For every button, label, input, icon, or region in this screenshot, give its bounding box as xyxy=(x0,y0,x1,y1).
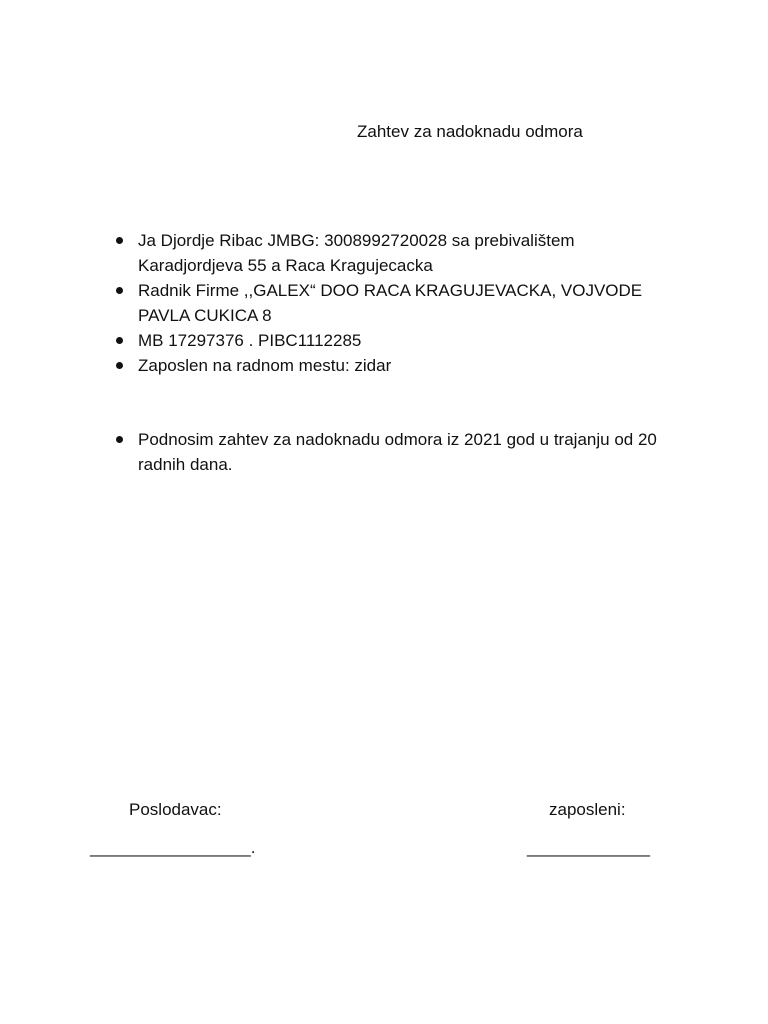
bullet-icon xyxy=(116,436,123,443)
employee-signature-label: zaposleni: xyxy=(549,800,626,819)
bullet-icon xyxy=(116,337,123,344)
request-list xyxy=(112,427,672,477)
bullet-icon xyxy=(116,287,123,294)
employer-signature-label: Poslodavac: xyxy=(129,800,222,819)
list-item-text: MB 17297376 . PIBC1112285 xyxy=(138,331,362,350)
list-item-text: Zaposlen na radnom mestu: zidar xyxy=(138,356,392,375)
list-item-text: Radnik Firme ,,GALEX“ DOO RACA KRAGUJEVACKA, VOJVODE PAVLA CUKICA 8 xyxy=(138,281,643,325)
list-item xyxy=(112,278,672,328)
document-title: Zahtev za nadoknadu odmora xyxy=(357,122,583,141)
employer-signature-line: _________________. xyxy=(90,838,256,857)
list-item xyxy=(112,427,672,477)
bullet-icon xyxy=(116,237,123,244)
bullet-icon xyxy=(116,362,123,369)
list-item-text: Ja Djordje Ribac JMBG: 3008992720028 sa prebivalištem Karadjordjeva 55 a Raca Kragujecacka xyxy=(138,231,575,275)
list-item-text: Podnosim zahtev za nadoknadu odmora iz 2021 god u trajanju od 20 radnih dana. xyxy=(138,430,657,474)
list-item xyxy=(112,328,672,353)
list-item xyxy=(112,228,672,278)
employee-signature-line: _____________ xyxy=(527,838,650,857)
applicant-details-list xyxy=(112,228,672,378)
list-item xyxy=(112,353,672,378)
